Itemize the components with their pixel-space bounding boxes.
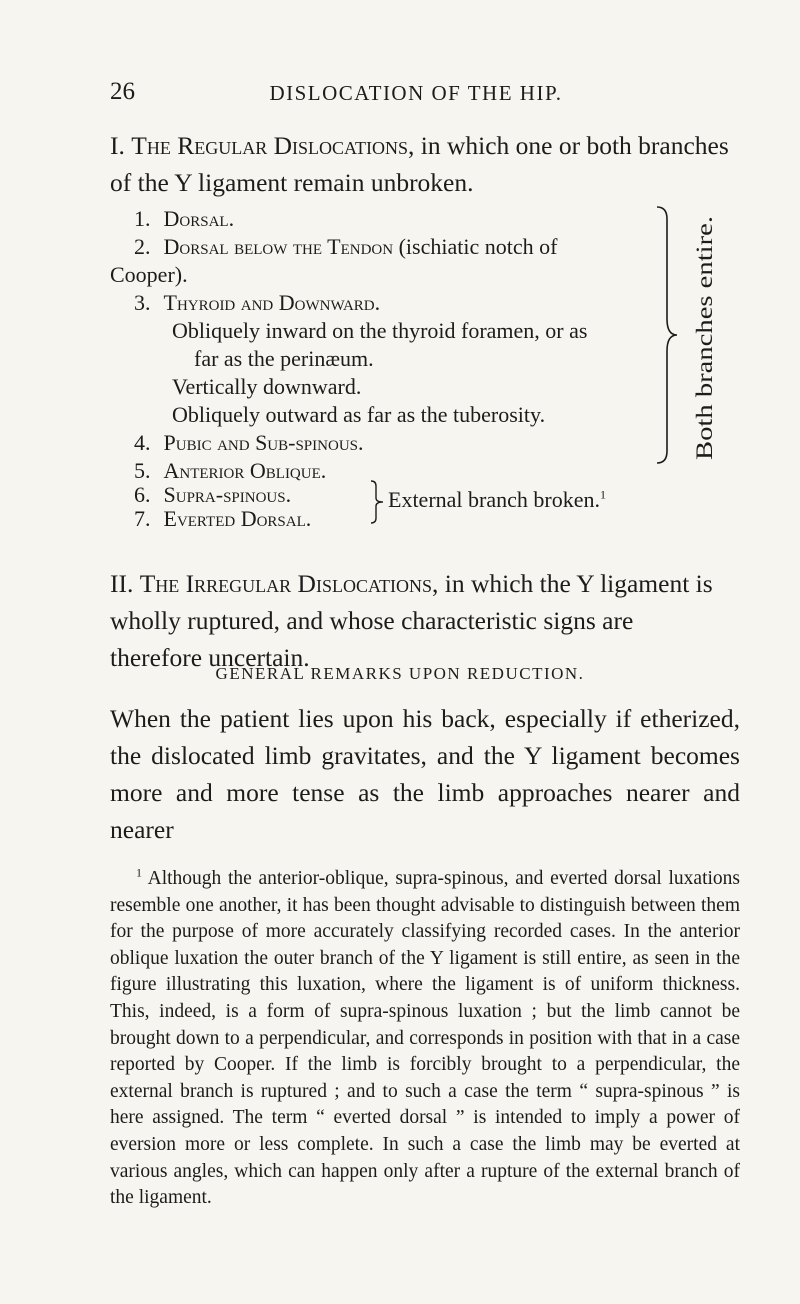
section-one-text: in which one or both branches of the Y ligament remain unbroken.	[110, 131, 729, 197]
list-item: 5. Anterior Oblique.	[134, 458, 327, 483]
list-item: 4. Pubic and Sub-spinous.	[134, 430, 364, 455]
sub-item: Obliquely inward on the thyroid foramen, or as	[172, 318, 588, 343]
list-item: 1. Dorsal.	[134, 206, 235, 231]
sub-item: Vertically downward.	[172, 374, 362, 399]
running-title: DISLOCATION OF THE HIP.	[269, 81, 563, 105]
list-item: 6. Supra-spinous.	[134, 482, 292, 507]
list-item: 2. Dorsal below the Tendon (ischiatic notch of	[134, 234, 558, 259]
vertical-note	[683, 212, 723, 462]
sub-item: Obliquely outward as far as the tuberosity.	[172, 402, 546, 427]
list-item: 7. Everted Dorsal.	[134, 506, 312, 531]
body-paragraph: When the patient lies upon his back, especially if etherized, the dislocated limb gravitates, and the Y ligament becomes more and more tense as the limb approaches nearer and nearer	[110, 704, 740, 844]
both-branches-entire-note: Both branches entire.	[692, 263, 717, 460]
general-remarks-heading: GENERAL REMARKS UPON REDUCTION.	[215, 664, 585, 683]
sub-item-continuation: far as the perinæum.	[194, 346, 374, 371]
section-two-numeral: II.	[110, 569, 134, 598]
page-number: 26	[110, 78, 135, 105]
footnote-marker: 1	[136, 865, 142, 880]
section-one-title: The Regular Dislocations,	[131, 131, 415, 160]
list-item: 3. Thyroid and Downward.	[134, 290, 381, 315]
section-one-heading	[110, 127, 730, 201]
footnote-reference: 1	[599, 487, 606, 502]
list-item-continuation: Cooper).	[110, 262, 188, 287]
footnote	[110, 866, 740, 1212]
small-brace-icon	[370, 480, 384, 524]
section-two-heading	[110, 565, 730, 676]
external-branch-broken-note: External branch broken.$^1$	[388, 487, 606, 512]
section-two-title: The Irregular Dislocations,	[139, 569, 439, 598]
page-header	[110, 78, 722, 112]
section-one-numeral: I.	[110, 131, 125, 160]
section-two-text: in which the Y ligament is wholly ruptured, and whose characteristic signs are therefore uncertain.	[110, 569, 713, 672]
right-brace-icon	[655, 205, 679, 465]
footnote-text: Although the anterior-oblique, supra-spinous, and everted dorsal luxations resemble one another, it has been thought advisable to distinguish between them for the purpose of more accurately classifying recorded cases. In the anterior oblique luxation the outer branch of the Y ligament is still entire, as seen in the figure illustrating this luxation, where the ligament is of uniform thickness. This, indeed, is a form of supra-spinous luxation ; but the limb cannot be brought down to a perpendicular, and corresponds in position with that in a case reported by Cooper. If the limb is forcibly brought to a perpendicular, the external branch is ruptured ; and to such a case the term “ supra-spinous ” is here assigned. The term “ everted dorsal ” is intended to imply a power of eversion more or less complete. In such a case the limb may be everted at various angles, which can happen only after a rupture of the external branch of the ligament.	[110, 868, 740, 1209]
